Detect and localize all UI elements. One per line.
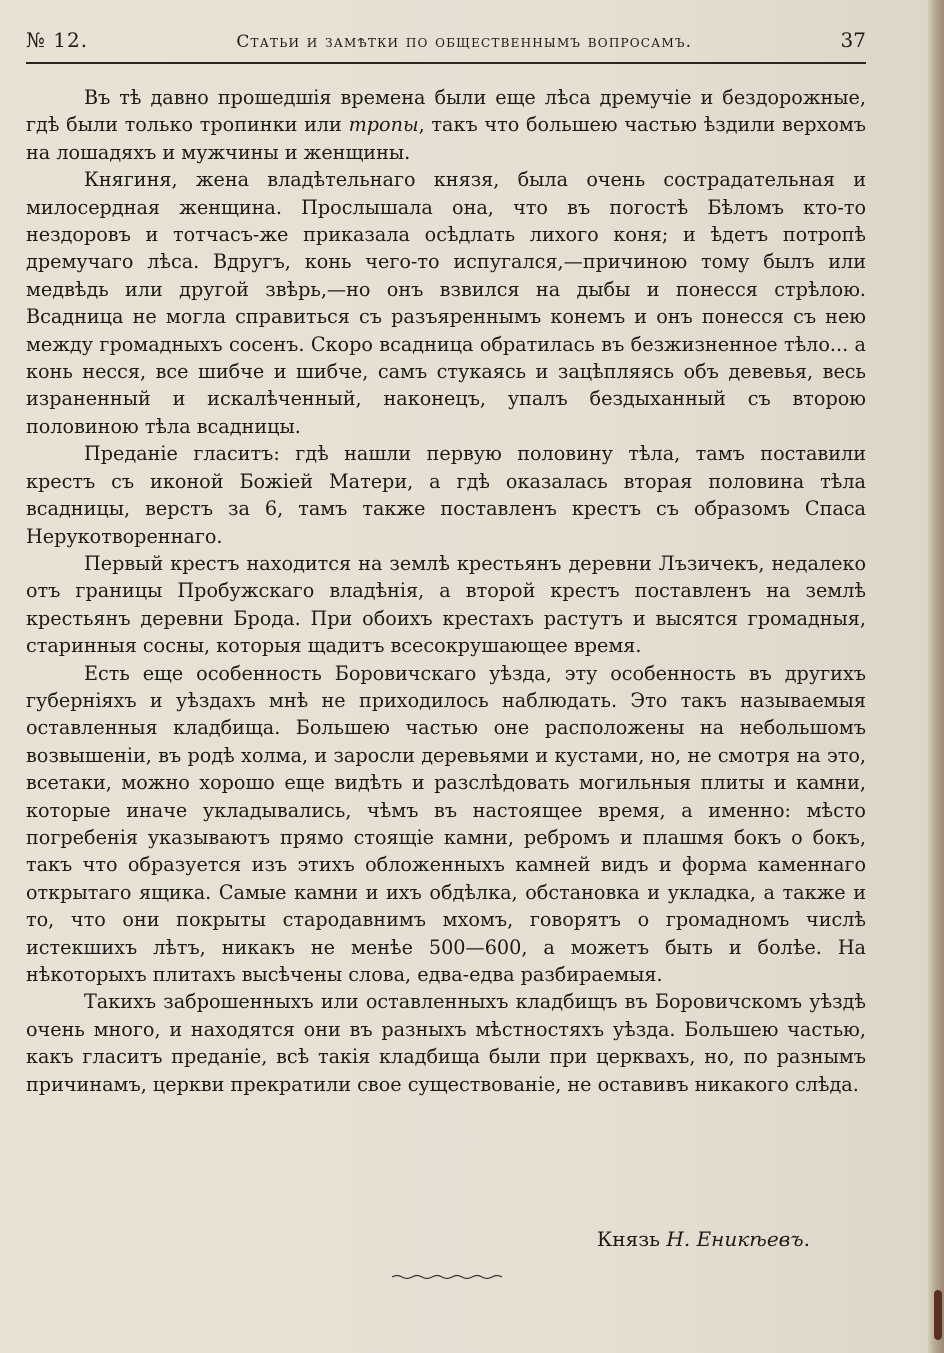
issue-number: № 12. [26,28,89,52]
paragraph-4: Первый крестъ находится на землѣ крестьянъ деревни Лъзичекъ, недалеко отъ границы Пробужскаго владѣнія, а второй крестъ поставленъ на землѣ крестьянъ деревни Брода. При обоихъ крестахъ растутъ и высятся громадныя, старинныя сосны, которыя щадитъ всесокрушающее время. [26,551,866,658]
wavy-end-rule [392,1274,502,1280]
author-signature [597,1226,810,1253]
paragraph-1 [26,84,866,166]
paragraph-3: Преданіе гласитъ: гдѣ нашли первую половину тѣла, тамъ поставили крестъ съ иконой Божіей Матери, а гдѣ оказалась вторая половина тѣла всадницы, верстъ за 6, тамъ также поставленъ крестъ съ образомъ Спаса Нерукотвореннаго. [26,442,866,548]
section-title: Статьи и замѣтки по общественнымъ вопросамъ. [236,32,693,52]
paragraph-1-part-a: Въ тѣ давно прошедшія времена были еще лѣса дремучіе и бездорожные, гдѣ были только тропинки или [26,86,866,137]
paragraph-2: Княгиня, жена владѣтельнаго князя, была очень сострадательная и милосердная женщина. Прослышала она, что въ погостѣ Бѣломъ кто-то нездоровъ и тотчасъ-же приказала осѣдлать лихого коня; и ѣдетъ потропѣ дремучаго лѣса. Вдругъ, конь чего-то испугался,—причиною тому былъ или медвѣдь или другой звѣрь,—но онъ взвился на дыбы и понесся стрѣлою. Всадница не могла справиться съ разъяреннымъ конемъ и онъ понесся съ нею между громадныхъ сосенъ. Скоро всадница обратилась въ безжизненное тѣло... а конь несся, все шибче и шибче, самъ стукаясь и зацѣпляясь объ девевья, весь израненный и искалѣченный, наконецъ, упалъ бездыханный съ второю половиною тѣла всадницы. [26,168,866,438]
paragraph-5: Есть еще особенность Боровичскаго уѣзда, эту особенность въ другихъ губерніяхъ и уѣздахъ мнѣ не приходилось наблюдать. Это такъ называемыя оставленныя кладбища. Большею частью оне расположены на небольшомъ возвышеніи, въ родѣ холма, и заросли деревьями и кустами, но, не смотря на это, всетаки, можно хорошо еще видѣть и разслѣдовать могильныя плиты и камни, которые иначе укладывались, чѣмъ въ настоящее время, а именно: мѣсто погребенія указываютъ прямо стоящіе камни, ребромъ и плашмя бокъ о бокъ, такъ что образуется изъ этихъ обложенныхъ камней видъ и форма каменнаго открытаго ящика. Самые камни и ихъ обдѣлка, обстановка и укладка, а также и то, что они покрыты стародавнимъ мхомъ, говорятъ о громадномъ числѣ истекшихъ лѣтъ, никакъ не менѣе 500—600, а можетъ быть и болѣе. На нѣкоторыхъ плитахъ высѣчены слова, едва-едва разбираемыя. [26,661,866,986]
paragraph-1-emphasis: тропы [348,113,419,137]
signature-name: Н. Еникѣевъ. [666,1227,810,1251]
page-edge [928,0,944,1353]
paragraph-1-part-b: , такъ что большею частью ѣздили верхомъ на лошадяхъ и мужчины и женщины. [26,113,866,164]
article-body [26,84,866,1098]
signature-prefix: Князь [596,1227,661,1251]
running-header [26,28,866,64]
page-number: 37 [840,28,866,52]
page-edge-mark [934,1290,942,1340]
paragraph-6: Такихъ заброшенныхъ или оставленныхъ кладбищъ въ Боровичскомъ уѣздѣ очень много, и находятся они въ разныхъ мѣстностяхъ уѣзда. Большею частью, какъ гласитъ преданіе, всѣ такія кладбища были при церквахъ, но, по разнымъ причинамъ, церкви прекратили свое существованіе, не оставивъ никакого слѣда. [26,990,866,1096]
